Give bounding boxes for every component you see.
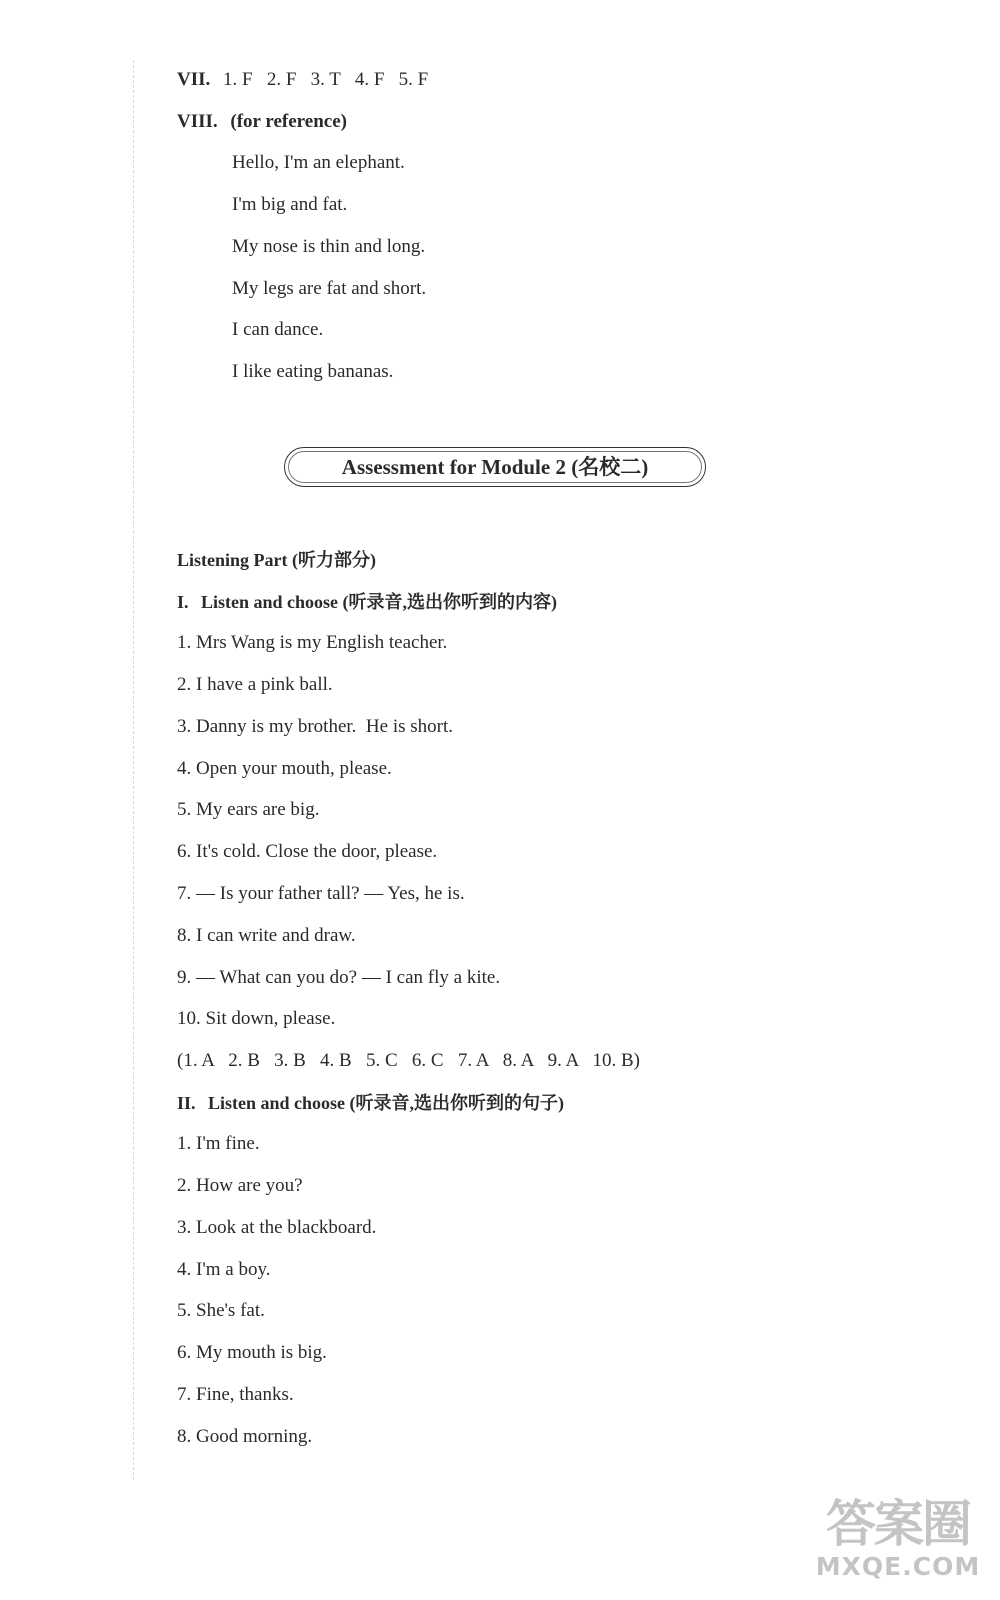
list-item: 8. I can write and draw.: [177, 925, 356, 946]
module-title: Assessment for Module 2 (名校二): [341, 455, 649, 479]
list-item: 1. I'm fine.: [177, 1133, 260, 1154]
list-item: 10. Sit down, please.: [177, 1008, 336, 1029]
part-ii-title: Listen and choose (听录音,选出你听到的句子): [208, 1093, 565, 1113]
listening-part-heading: Listening Part (听力部分): [177, 550, 376, 570]
section-vii-answers: 1. F 2. F 3. T 4. F 5. F: [223, 69, 429, 90]
elephant-line: I can dance.: [232, 319, 324, 340]
module-title-box: [284, 447, 706, 487]
part-i-answer-key: (1. A 2. B 3. B 4. B 5. C 6. C 7. A 8. A 9. A 10. B): [177, 1050, 640, 1071]
site-watermark: [808, 1496, 988, 1596]
list-item: 7. Fine, thanks.: [177, 1384, 294, 1405]
list-item: 8. Good morning.: [177, 1426, 313, 1447]
section-vii-row: [177, 68, 428, 92]
list-item: 7. — Is your father tall? — Yes, he is.: [177, 883, 465, 904]
part-ii-heading: [177, 1091, 564, 1115]
list-item: 6. My mouth is big.: [177, 1342, 327, 1363]
elephant-line: My nose is thin and long.: [232, 236, 426, 257]
list-item: 5. She's fat.: [177, 1300, 265, 1321]
list-item: 2. I have a pink ball.: [177, 674, 333, 695]
list-item: 1. Mrs Wang is my English teacher.: [177, 632, 448, 653]
list-item: 4. Open your mouth, please.: [177, 758, 392, 779]
list-item: 2. How are you?: [177, 1175, 303, 1196]
section-vii-label: VII.: [177, 69, 211, 90]
section-viii-label: VIII.: [177, 111, 218, 132]
part-i-title: Listen and choose (听录音,选出你听到的内容): [201, 592, 558, 612]
list-item: 3. Look at the blackboard.: [177, 1217, 377, 1238]
elephant-line: My legs are fat and short.: [232, 278, 427, 299]
elephant-line: Hello, I'm an elephant.: [232, 152, 405, 173]
part-i-label: I.: [177, 592, 189, 612]
list-item: 9. — What can you do? — I can fly a kite.: [177, 967, 501, 988]
part-ii-label: II.: [177, 1093, 196, 1113]
section-viii-heading: [177, 110, 347, 134]
list-item: 4. I'm a boy.: [177, 1259, 271, 1280]
list-item: 3. Danny is my brother. He is short.: [177, 716, 454, 737]
elephant-line: I like eating bananas.: [232, 361, 394, 382]
list-item: 5. My ears are big.: [177, 799, 320, 820]
watermark-logo: 答案圈: [826, 1495, 970, 1553]
watermark-site: MXQE.COM: [815, 1552, 981, 1581]
part-i-heading: [177, 590, 557, 614]
section-viii-note: (for reference): [230, 111, 347, 132]
page-margin-guide: [133, 60, 134, 1480]
elephant-line: I'm big and fat.: [232, 194, 348, 215]
list-item: 6. It's cold. Close the door, please.: [177, 841, 438, 862]
